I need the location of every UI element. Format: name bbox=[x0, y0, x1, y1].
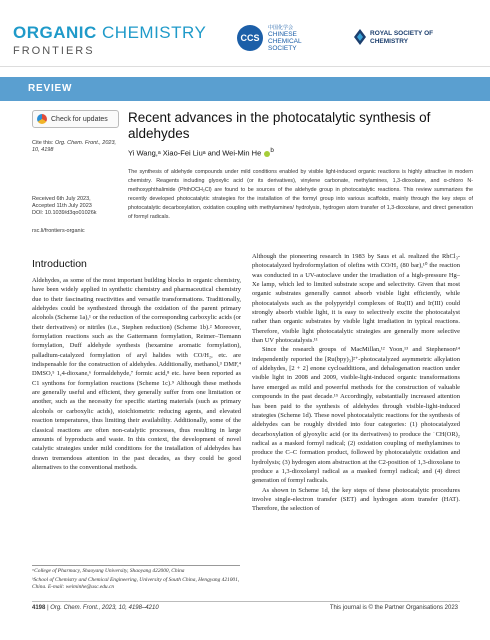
cite-label: Cite this: bbox=[32, 140, 54, 146]
section-bar bbox=[0, 77, 490, 101]
section-heading-introduction: Introduction bbox=[32, 258, 87, 270]
footer-copyright: This journal is © the Partner Organisations 2023 bbox=[329, 605, 458, 611]
check-updates-label: Check for updates bbox=[51, 115, 108, 123]
rsc-logo-icon bbox=[353, 28, 367, 46]
footer-citation bbox=[32, 605, 159, 611]
check-updates-button[interactable] bbox=[32, 110, 119, 128]
rsc-name: ROYAL SOCIETY OF CHEMISTRY bbox=[370, 30, 434, 45]
authors-text: Yi Wang,ᵃ Xiao-Fei Liuᵃ and Wei-Min He bbox=[128, 148, 262, 158]
footnote-a: ᵃCollege of Pharmacy, Shaoyang University, Shaoyang 422000, China bbox=[32, 568, 185, 574]
body-column-left bbox=[32, 276, 241, 472]
cite-text: Org. Chem. Front., 2023, 10, 4198 bbox=[32, 140, 117, 153]
footnote-divider bbox=[32, 565, 240, 566]
journal-title-part1: ORGANIC bbox=[13, 23, 97, 42]
article-title: Recent advances in the photocatalytic synthesis of aldehydes bbox=[128, 110, 431, 141]
doi-link[interactable]: DOI: 10.1039/d3qo01026k bbox=[32, 210, 97, 216]
paragraph: Although the pioneering research in 1983 by Saus et al. realized the RhCl₃-photocatalyzed hydroformylation of olefins with CO/H₂ (80 bar),¹⁰ the reaction was conducted in a UV-autoclave under the irradiation of a high-pressure Hg–Xe lamp, which led to limited substrate scope and selectivity. Given that most organic substrates generally cannot absorb visible light efficiently, while photocatalysts such as the polypyridyl complexes of Ru(II) and Ir(III) could strongly absorb visible light, it is easy to selectively excite the photocatalyst rather than organic substrates by visible light irradiation in typical reactions. Therefore, visible light photocatalytic strategies are generally more selective than UV photocatalysis.¹¹ bbox=[252, 253, 460, 345]
page-number: 4198 bbox=[32, 605, 46, 611]
paragraph: Aldehydes, as some of the most important building blocks in organic chemistry, have been widely applied in synthetic chemistry and pharmaceutical chemistry due to their fascinating reactivities and versatile transformations. Traditionally, aldehydes could be synthesized through the oxidation of the parent primary alcohols (Scheme 1a),¹ or the reduction of the corresponding carboxylic acids (or their derivatives) or nitriles (i.e., Stephen reduction) (Scheme 1b).² Moreover, formylation reactions such as the Gattermann formylation, Reimer–Tiemann formylation, Duff aldehyde synthesis (hexamine aromatic formylation), palladium-catalyzed formylation of aryl halides with CO/H₂, etc. are indispensable for the construction of aldehydes. Additionally, methanol,³ DMF,⁴ DMSO,⁵ 1,4-dioxane,⁶ formaldehyde,⁷ formic acid,⁸ etc. have been reported as C1 synthons for formylation reactions (Scheme 1c).⁹ Although these methods are generally useful and efficient, they generally suffer from one limitation or another, such as the necessity for specific starting materials (such as primary alcohols or carboxylic acids), stoichiometric reducing agents, and elevated reaction temperatures, thus limiting their availability. Additionally, some of the classical reactions are often non-catalytic processes, thus resulting in large amounts of byproducts and waste. In this context, the development of novel catalytic strategies under mild conditions for the installation of aldehydes has drawn tremendous attention in the past decades, as they could be good alternatives to the conventional methods. bbox=[32, 277, 241, 471]
journal-link[interactable]: rsc.li/frontiers-organic bbox=[32, 228, 85, 234]
footnotes bbox=[32, 568, 242, 593]
ccs-name: CHINESE CHEMICAL SOCIETY bbox=[268, 31, 302, 52]
ccs-logo-icon: CCS bbox=[237, 25, 263, 51]
check-updates-icon bbox=[37, 114, 47, 124]
paragraph: As shown in Scheme 1d, the key steps of these photocatalytic procedures involve single-electron transfer (SET) and hydrogen atom transfer (HAT). Therefore, the selection of bbox=[252, 486, 460, 513]
article-dates bbox=[32, 196, 122, 217]
journal-title bbox=[13, 23, 206, 43]
author-affiliation-mark: b bbox=[270, 147, 274, 154]
author-list bbox=[128, 147, 274, 158]
body-column-right bbox=[252, 252, 460, 514]
journal-subtitle: FRONTIERS bbox=[13, 45, 95, 57]
citation bbox=[32, 140, 117, 154]
header-divider bbox=[0, 66, 490, 67]
footer-divider bbox=[32, 601, 460, 602]
received-date: Received 6th July 2023, bbox=[32, 196, 91, 202]
ccs-chinese-name: 中国化学会 bbox=[268, 25, 294, 31]
section-label: REVIEW bbox=[28, 83, 73, 94]
journal-title-part2: CHEMISTRY bbox=[102, 23, 207, 42]
footer-journal: | Org. Chem. Front., 2023, 10, 4198–4210 bbox=[47, 605, 159, 611]
footnote-b: ᵇSchool of Chemistry and Chemical Engineering, University of South China, Hengyang 421001, China. E-mail: weiminhe@usc.edu.cn bbox=[32, 577, 240, 590]
accepted-date: Accepted 11th July 2023 bbox=[32, 203, 92, 209]
paragraph: Since the research groups of MacMillan,¹² Yoon,¹³ and Stephenson¹⁴ independently reported the [Ru(bpy)₃]²⁺-photocatalyzed asymmetric alkylation of aldehydes, [2 + 2] enone cycloadditions, and dehalogenation reaction under visible light in 2008 and 2009, visible-light-induced organic transformations have emerged as mild and powerful methods for the construction of valuable compounds in the past decade.¹⁵ Accordingly, substantially increased attention has been paid to the synthesis of aldehydes through visible-light-induced strategies (Scheme 1d). These novel photocatalytic reactions for the synthesis of aldehydes can be roughly divided into four categories: (1) photocatalyzed decarboxylation of glyoxylic acid (or its derivatives) to produce the ˙CH(OR)₂ radical as a masked formyl radical; (2) oxidation coupling of methylamines to produce the C–C formation product, followed by photocatalytic oxidation and hydrolysis; (3) hydrogen atom abstraction at the C2-position of 1,3-dioxolane to produce a 1,3-dioxolanyl radical as a masked formyl radical; and (4) direct generation of formyl radicals. bbox=[252, 346, 460, 485]
abstract: The synthesis of aldehyde compounds under mild conditions enabled by visible light-induced organic reactions is highly attractive in modern chemistry. Reagents including glyoxylic acid (or its derivatives), vinylene carbonate, methylamines, 1,3-dioxolane, and α-chloro N-methoxyphthalimide (PhthOCH₂Cl) are found to be sources of the aldehyde group in photocatalytic reactions. This review summarizes the recently developed photocatalytic strategies for the installation of the formyl group into various scaffolds, mainly through the key steps of photocatalytic decarboxylation, oxidation coupling with methylamines/ hydrolysis, hydrogen atom transfer of 1,3-dioxolane, and direct generation of formyl radicals. bbox=[128, 169, 473, 220]
